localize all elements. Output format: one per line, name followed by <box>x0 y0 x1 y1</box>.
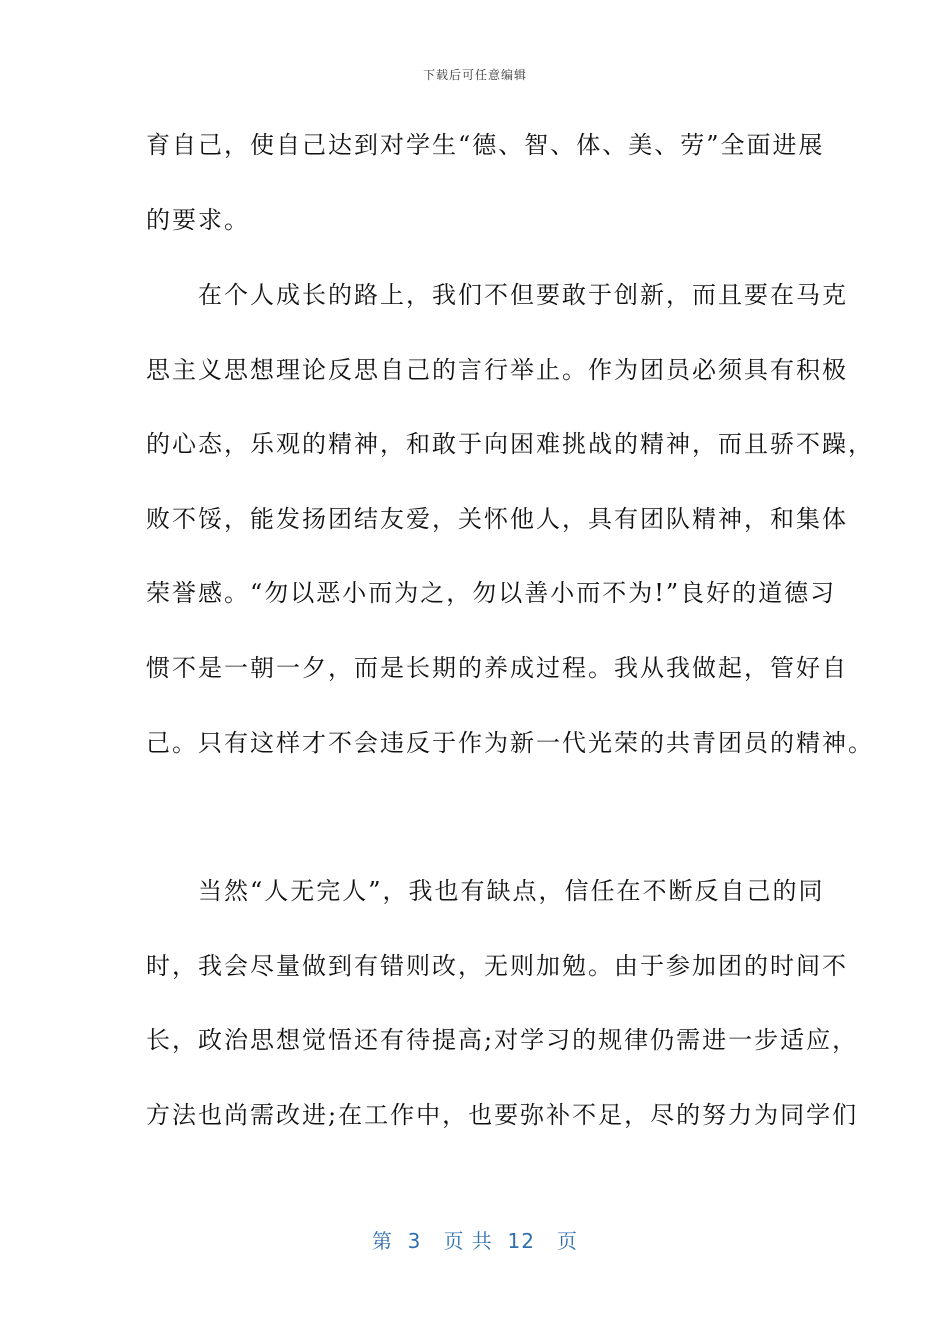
body-text-line: 荣誉感。“勿以恶小而为之，勿以善小而不为!”良好的道德习 <box>146 579 837 607</box>
header-note: 下载后可任意编辑 <box>422 68 527 82</box>
body-text-line: 育自己，使自己达到对学生“德、智、体、美、劳”全面进展 <box>146 131 825 159</box>
body-text-line: 的心态，乐观的精神，和敢于向困难挑战的精神，而且骄不躁， <box>146 430 874 458</box>
body-text-line: 时，我会尽量做到有错则改，无则加勉。由于参加团的时间不 <box>146 952 848 980</box>
body-text-line: 方法也尚需改进;在工作中，也要弥补不足，尽的努力为同学们 <box>146 1101 859 1129</box>
body-text-line: 的要求。 <box>146 206 250 234</box>
page-number-footer <box>0 1225 950 1254</box>
body-text-line: 思主义思想理论反思自己的言行举止。作为团员必须具有积极 <box>146 356 848 384</box>
body-text-line: 惯不是一朝一夕，而是长期的养成过程。我从我做起，管好自 <box>146 654 848 682</box>
body-text-line: 败不馁，能发扬团结友爱，关怀他人，具有团队精神，和集体 <box>146 505 848 533</box>
body-text-line: 当然“人无完人”，我也有缺点，信任在不断反自己的同 <box>146 877 825 905</box>
body-text-line: 在个人成长的路上，我们不但要敢于创新，而且要在马克 <box>146 281 848 309</box>
page-number-text: 第 3 页 共 12 页 <box>371 1229 579 1253</box>
body-text-line: 长，政治思想觉悟还有待提高;对学习的规律仍需进一步适应， <box>146 1026 859 1054</box>
body-text-line: 己。只有这样才不会违反于作为新一代光荣的共青团员的精神。 <box>146 729 874 757</box>
